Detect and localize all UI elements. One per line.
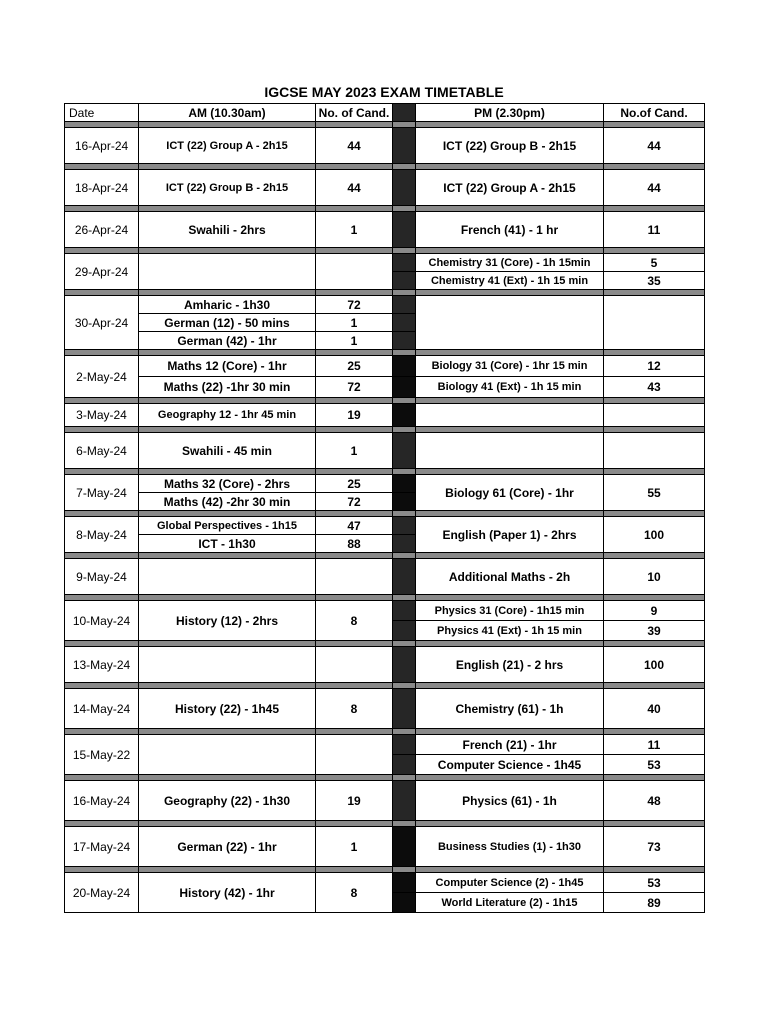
pm-cand: 55	[604, 475, 705, 511]
am-exam: History (42) - 1hr	[139, 873, 316, 913]
table-row	[65, 827, 705, 867]
pm-cand: 89	[604, 893, 705, 913]
pm-exam: ICT (22) Group B - 2h15	[416, 128, 604, 164]
am-cand: 19	[316, 781, 393, 821]
pm-cand	[604, 433, 705, 469]
divider-cell	[393, 647, 416, 683]
pm-cand: 5	[604, 254, 705, 272]
pm-cand: 11	[604, 212, 705, 248]
date-cell: 16-May-24	[65, 781, 139, 821]
table-row	[65, 873, 705, 893]
pm-cand: 53	[604, 755, 705, 775]
header-date: Date	[65, 104, 139, 122]
pm-exam: English (Paper 1) - 2hrs	[416, 517, 604, 553]
divider-cell	[393, 272, 416, 290]
divider-cell	[393, 873, 416, 893]
date-cell: 2-May-24	[65, 356, 139, 398]
am-cand: 1	[316, 433, 393, 469]
am-exam: ICT (22) Group B - 2h15	[139, 170, 316, 206]
am-exam	[139, 735, 316, 775]
am-exam: German (42) - 1hr	[139, 332, 316, 350]
pm-cand: 48	[604, 781, 705, 821]
pm-cand: 73	[604, 827, 705, 867]
divider-cell	[393, 170, 416, 206]
divider-cell	[393, 735, 416, 755]
am-exam: ICT (22) Group A - 2h15	[139, 128, 316, 164]
pm-exam: Chemistry 31 (Core) - 1h 15min	[416, 254, 604, 272]
pm-cand: 44	[604, 128, 705, 164]
table-row	[65, 517, 705, 535]
am-exam: German (22) - 1hr	[139, 827, 316, 867]
date-cell: 3-May-24	[65, 404, 139, 427]
am-exam: Maths (42) -2hr 30 min	[139, 493, 316, 511]
header-am: AM (10.30am)	[139, 104, 316, 122]
table-row	[65, 735, 705, 755]
pm-exam: Computer Science (2) - 1h45	[416, 873, 604, 893]
divider-cell	[393, 893, 416, 913]
divider-cell	[393, 689, 416, 729]
pm-cand	[604, 404, 705, 427]
pm-exam: Biology 31 (Core) - 1hr 15 min	[416, 356, 604, 377]
pm-cand: 40	[604, 689, 705, 729]
divider-cell	[393, 475, 416, 493]
header-pm-cand: No.of Cand.	[604, 104, 705, 122]
am-cand: 25	[316, 356, 393, 377]
pm-cand: 11	[604, 735, 705, 755]
pm-exam: Physics 41 (Ext) - 1h 15 min	[416, 621, 604, 641]
am-exam: History (22) - 1h45	[139, 689, 316, 729]
pm-cand: 12	[604, 356, 705, 377]
pm-exam: Physics (61) - 1h	[416, 781, 604, 821]
pm-cand: 10	[604, 559, 705, 595]
divider-cell	[393, 517, 416, 535]
pm-exam: Additional Maths - 2h	[416, 559, 604, 595]
pm-exam	[416, 404, 604, 427]
pm-exam: Chemistry 41 (Ext) - 1h 15 min	[416, 272, 604, 290]
divider-cell	[393, 356, 416, 377]
am-exam: Swahili - 2hrs	[139, 212, 316, 248]
date-cell: 6-May-24	[65, 433, 139, 469]
am-cand	[316, 647, 393, 683]
table-row	[65, 689, 705, 729]
table-row	[65, 356, 705, 377]
am-cand: 72	[316, 493, 393, 511]
am-cand: 8	[316, 689, 393, 729]
pm-exam: ICT (22) Group A - 2h15	[416, 170, 604, 206]
exam-timetable	[64, 103, 705, 913]
am-exam: Maths (22) -1hr 30 min	[139, 377, 316, 398]
pm-exam: Computer Science - 1h45	[416, 755, 604, 775]
date-cell: 15-May-22	[65, 735, 139, 775]
date-cell: 8-May-24	[65, 517, 139, 553]
pm-cand: 53	[604, 873, 705, 893]
am-cand: 8	[316, 873, 393, 913]
date-cell: 26-Apr-24	[65, 212, 139, 248]
date-cell: 7-May-24	[65, 475, 139, 511]
am-cand: 72	[316, 377, 393, 398]
am-exam: Maths 12 (Core) - 1hr	[139, 356, 316, 377]
divider-cell	[393, 601, 416, 621]
divider-cell	[393, 493, 416, 511]
am-exam: History (12) - 2hrs	[139, 601, 316, 641]
divider-cell	[393, 404, 416, 427]
pm-exam: Biology 41 (Ext) - 1h 15 min	[416, 377, 604, 398]
pm-exam: French (21) - 1hr	[416, 735, 604, 755]
pm-cand: 39	[604, 621, 705, 641]
am-cand: 44	[316, 128, 393, 164]
am-exam	[139, 559, 316, 595]
divider-cell	[393, 781, 416, 821]
date-cell: 14-May-24	[65, 689, 139, 729]
table-row	[65, 128, 705, 164]
pm-cand: 43	[604, 377, 705, 398]
date-cell: 18-Apr-24	[65, 170, 139, 206]
date-cell: 10-May-24	[65, 601, 139, 641]
table-row	[65, 377, 705, 398]
table-row	[65, 475, 705, 493]
am-cand: 47	[316, 517, 393, 535]
am-cand: 72	[316, 296, 393, 314]
table-row	[65, 254, 705, 272]
am-cand	[316, 559, 393, 595]
divider-cell	[393, 254, 416, 272]
table-row	[65, 296, 705, 314]
page-title: IGCSE MAY 2023 EXAM TIMETABLE	[264, 84, 504, 100]
table-row	[65, 781, 705, 821]
pm-exam: French (41) - 1 hr	[416, 212, 604, 248]
date-cell: 16-Apr-24	[65, 128, 139, 164]
am-cand: 1	[316, 314, 393, 332]
header-am-cand: No. of Cand.	[316, 104, 393, 122]
am-cand	[316, 254, 393, 290]
divider-cell	[393, 296, 416, 314]
date-cell: 9-May-24	[65, 559, 139, 595]
divider-cell	[393, 128, 416, 164]
table-row	[65, 404, 705, 427]
am-cand: 1	[316, 332, 393, 350]
divider-cell	[393, 535, 416, 553]
divider-cell	[393, 433, 416, 469]
am-exam	[139, 647, 316, 683]
am-cand: 25	[316, 475, 393, 493]
am-exam: German (12) - 50 mins	[139, 314, 316, 332]
am-exam: Amharic - 1h30	[139, 296, 316, 314]
table-row	[65, 601, 705, 621]
pm-exam: Biology 61 (Core) - 1hr	[416, 475, 604, 511]
divider-cell	[393, 559, 416, 595]
date-cell: 30-Apr-24	[65, 296, 139, 350]
am-cand: 1	[316, 827, 393, 867]
am-cand: 19	[316, 404, 393, 427]
date-cell: 13-May-24	[65, 647, 139, 683]
divider-cell	[393, 332, 416, 350]
divider-cell	[393, 827, 416, 867]
pm-exam: Physics 31 (Core) - 1h15 min	[416, 601, 604, 621]
table-row	[65, 559, 705, 595]
date-cell: 17-May-24	[65, 827, 139, 867]
header-row	[65, 104, 705, 122]
am-exam: Maths 32 (Core) - 2hrs	[139, 475, 316, 493]
divider-cell	[393, 755, 416, 775]
pm-exam	[416, 296, 604, 350]
divider-cell	[393, 314, 416, 332]
pm-exam: Business Studies (1) - 1h30	[416, 827, 604, 867]
am-exam	[139, 254, 316, 290]
pm-cand: 35	[604, 272, 705, 290]
am-exam: Swahili - 45 min	[139, 433, 316, 469]
table-row	[65, 170, 705, 206]
am-exam: Geography (22) - 1h30	[139, 781, 316, 821]
pm-exam: Chemistry (61) - 1h	[416, 689, 604, 729]
divider-cell	[393, 212, 416, 248]
pm-exam: World Literature (2) - 1h15	[416, 893, 604, 913]
pm-exam: English (21) - 2 hrs	[416, 647, 604, 683]
divider-cell	[393, 377, 416, 398]
am-cand: 1	[316, 212, 393, 248]
pm-cand: 9	[604, 601, 705, 621]
am-cand	[316, 735, 393, 775]
date-cell: 29-Apr-24	[65, 254, 139, 290]
pm-cand	[604, 296, 705, 350]
divider-cell	[393, 104, 416, 122]
table-row	[65, 647, 705, 683]
am-cand: 88	[316, 535, 393, 553]
pm-exam	[416, 433, 604, 469]
header-pm: PM (2.30pm)	[416, 104, 604, 122]
am-cand: 44	[316, 170, 393, 206]
am-exam: Geography 12 - 1hr 45 min	[139, 404, 316, 427]
am-exam: Global Perspectives - 1h15	[139, 517, 316, 535]
table-row	[65, 212, 705, 248]
date-cell: 20-May-24	[65, 873, 139, 913]
pm-cand: 100	[604, 517, 705, 553]
pm-cand: 100	[604, 647, 705, 683]
am-cand: 8	[316, 601, 393, 641]
divider-cell	[393, 621, 416, 641]
am-exam: ICT - 1h30	[139, 535, 316, 553]
table-row	[65, 433, 705, 469]
pm-cand: 44	[604, 170, 705, 206]
